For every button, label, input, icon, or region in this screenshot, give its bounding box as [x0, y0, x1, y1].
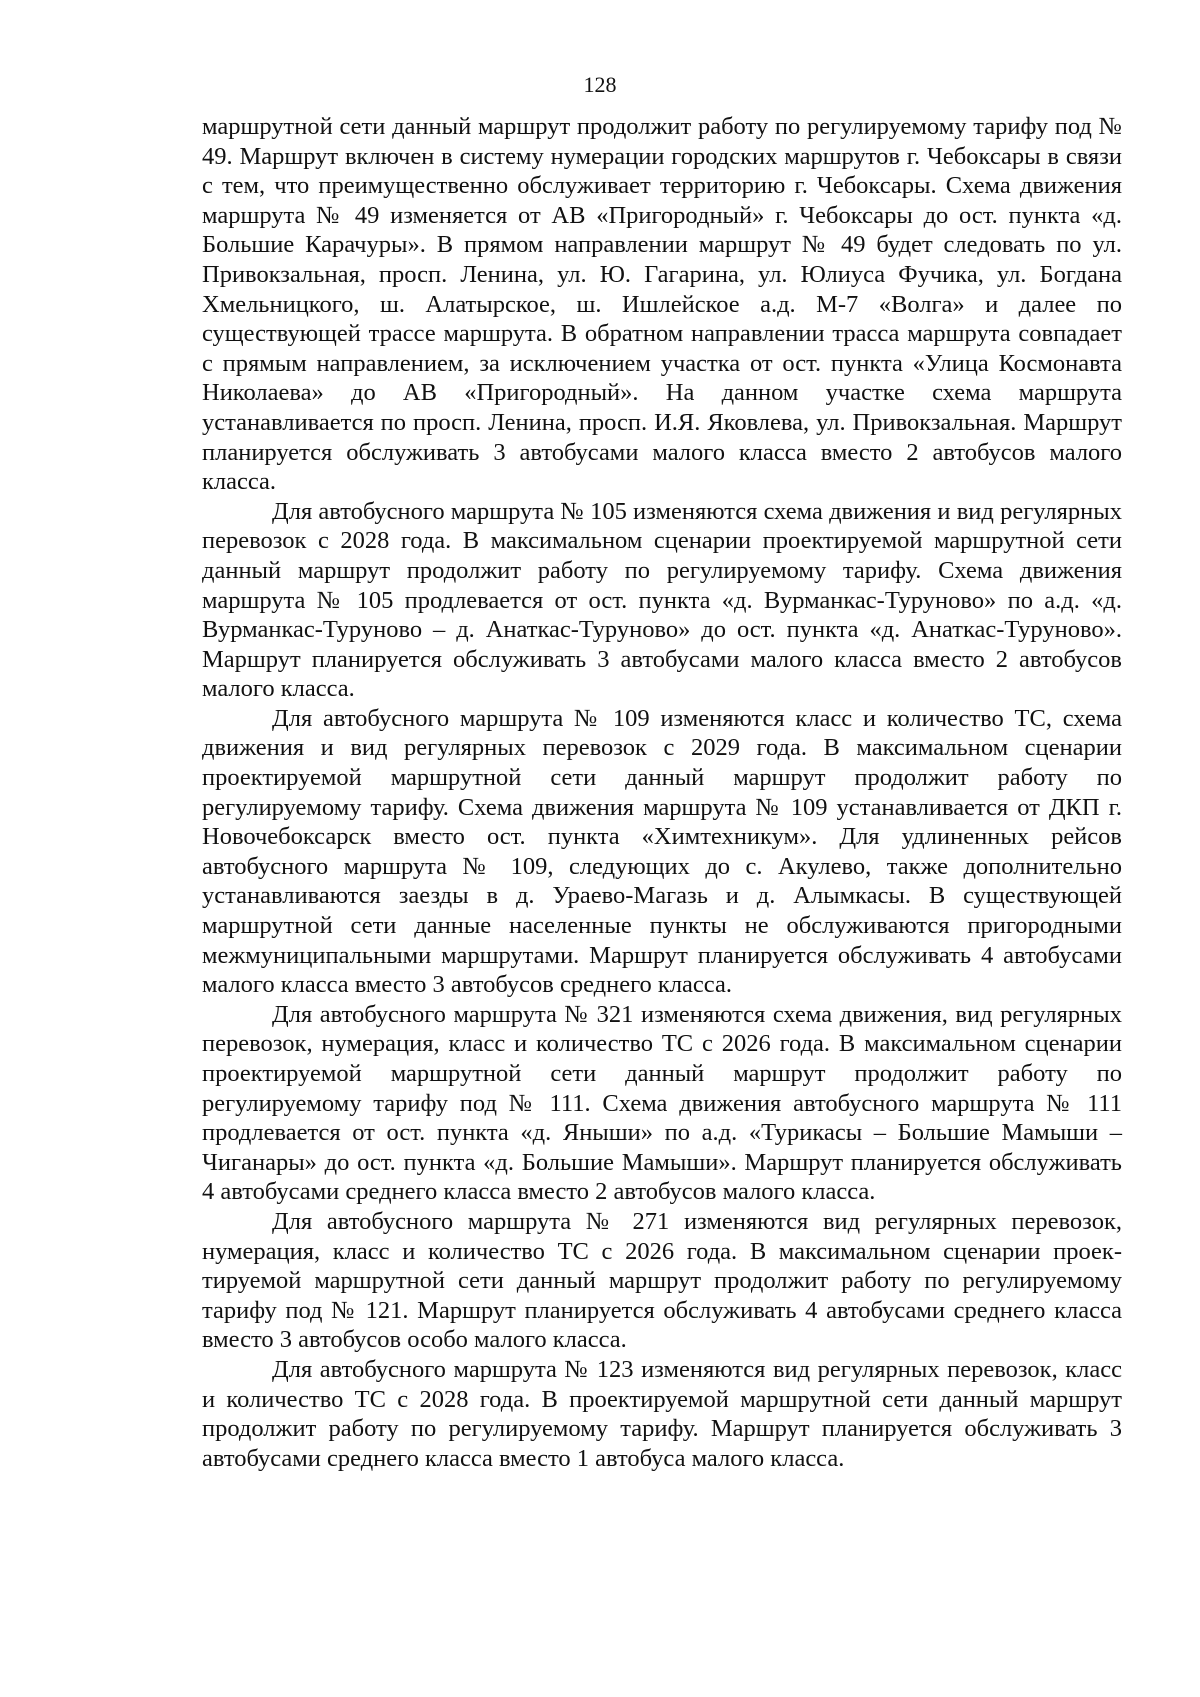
- paragraph-route-109: Для автобусного маршрута № 109 изменяются класс и количество ТС, схема движения и вид регулярных перевозок с 2029 года. В максимальном сценарии проектируемой маршрутной сети данный маршрут продолжит работу по регулируемому тарифу. Схема движения маршрута № 109 устанавливается от ДКП г. Новочебоксарск вместо ост. пункта «Химтехникум». Для удлиненных рейсов автобусного маршрута № 109, следующих до с. Акулево, также дополнительно устанавливаются заезды в д. Ураево-Магазь и д. Алымкасы. В существующей маршрутной сети данные населенные пункты не обслуживаются пригородными межмуниципальными маршрутами. Маршрут планируется обслуживать 4 автобусами малого класса вместо 3 автобусов среднего класса.: [202, 704, 1122, 999]
- paragraph-continuation: маршрутной сети данный маршрут продолжит работу по регулируемому тарифу под № 49. Маршрут включен в систему нумерации городских маршрутов г. Чебоксары в связи с тем, что преимущественно обслуживает территорию г. Чебоксары. Схема движения маршрута № 49 изменяется от АВ «Пригородный» г. Чебоксары до ост. пункта «д. Большие Карачуры». В прямом направлении маршрут № 49 будет следовать по ул. Привокзальная, просп. Ленина, ул. Ю. Гагарина, ул. Юлиуса Фучика, ул. Богдана Хмельницкого, ш. Алатырское, ш. Ишлейское а.д. М-7 «Волга» и далее по существующей трассе маршрута. В обратном направлении трасса маршрута совпадает с прямым направлением, за исключением участка от ост. пункта «Улица Космонавта Николаева» до АВ «Пригородный». На данном участке схема маршрута устанавливается по просп. Ленина, просп. И.Я. Яковлева, ул. Привокзальная. Маршрут планируется обслуживать 3 автобусами малого класса вместо 2 автобусов малого класса.: [202, 113, 1122, 496]
- page-number: 128: [583, 72, 617, 97]
- paragraph-route-123: Для автобусного маршрута № 123 изменяются вид регулярных перевозок, класс и количество ТС с 2028 года. В проектируемой маршрутной сети данный маршрут продолжит работу по регулируемому тарифу. Маршрут планируется обслуживать 3 автобусами среднего класса вместо 1 автобуса малого класса.: [202, 1355, 1122, 1472]
- paragraph-route-105: Для автобусного маршрута № 105 изменяются схема движения и вид регулярных перевозок с 2028 года. В максимальном сценарии проектируемой маршрутной сети данный маршрут продолжит работу по регулируемому тарифу. Схема движения маршрута № 105 продлевается от ост. пункта «д. Вурманкас-Туруново» по а.д. «д. Вурманкас-Туруново – д. Анаткас-Туруново» до ост. пункта «д. Анаткас-Туруново». Маршрут планируется обслуживать 3 автобусами малого класса вместо 2 автобусов малого класса.: [202, 497, 1122, 703]
- body-text: [202, 112, 1122, 1473]
- paragraph-route-271: Для автобусного маршрута № 271 изменяются вид регулярных перевозок, нумерация, класс и количество ТС с 2026 года. В максимальном сценарии проектируемой маршрутной сети данный маршрут продолжит работу по регулируемому тарифу под № 121. Маршрут планируется обслуживать 4 автобусами среднего класса вместо 3 автобусов особо малого класса.: [202, 1207, 1122, 1354]
- paragraph-route-321: Для автобусного маршрута № 321 изменяются схема движения, вид регулярных перевозок, нумерация, класс и количество ТС с 2026 года. В максимальном сценарии проектируемой маршрутной сети данный маршрут продолжит работу по регулируемому тарифу под № 111. Схема движения автобусного маршрута № 111 продлевается от ост. пункта «д. Яныши» по а.д. «Турикасы – Большие Мамыши – Чиганары» до ост. пункта «д. Большие Мамыши». Маршрут планируется обслуживать 4 автобусами среднего класса вместо 2 автобусов малого класса.: [202, 1000, 1122, 1206]
